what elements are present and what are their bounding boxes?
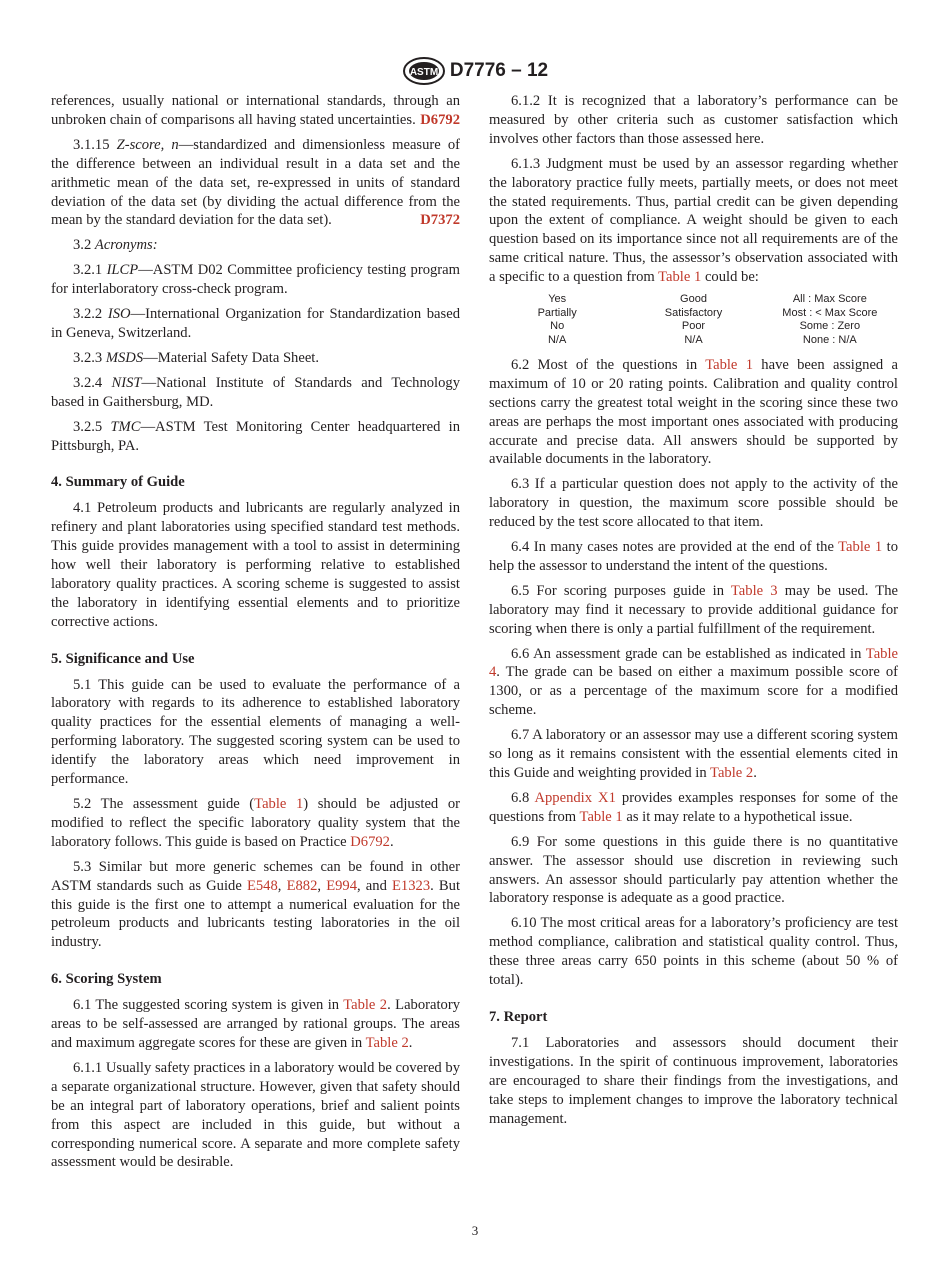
paragraph-5-3: 5.3 Similar but more generic schemes can be found in other ASTM standards such as Guide E548, E882, E994, and E1323. But this guide is the first one to attempt a numerical evaluation for the petroleum products and lubricants testing laboratories in the oil industry. xyxy=(51,858,461,951)
link-appendix-x1[interactable]: Appendix X1 xyxy=(534,789,616,806)
scoring-table-row xyxy=(489,334,898,348)
paragraph-6-10: 6.10 The most critical areas for a laboratory’s proficiency are test method compliance, calibration and statistical quality control. Thus, these three areas carry 650 points in this scheme (about 50 % of total). xyxy=(489,915,898,989)
link-table-2-b[interactable]: Table 2 xyxy=(365,1034,409,1051)
paragraph-6-8: 6.8 Appendix X1 provides examples responses for some of the questions from Table 1 as it may relate to a hypothetical issue. xyxy=(489,789,898,825)
link-table-1-e[interactable]: Table 1 xyxy=(579,808,623,825)
scoring-table-cell: No xyxy=(550,320,565,333)
paragraph-6-5: 6.5 For scoring purposes guide in Table 3 may be used. The laboratory may find it necessary to provide additional guidance for scoring when there is only a partial fulfillment of the requirement. xyxy=(489,582,898,637)
section-heading-7: 7. Report xyxy=(489,1008,548,1025)
link-table-1-c[interactable]: Table 1 xyxy=(705,356,753,373)
section-heading-6: 6. Scoring System xyxy=(51,971,162,988)
paragraph-6-7: 6.7 A laboratory or an assessor may use a different scoring system so long as it remains consistent with the essential elements cited in this Guide and weighting provided in Table 2. xyxy=(489,727,898,781)
paragraph-3-2-2: 3.2.2 ISO—International Organization for Standardization based in Geneva, Switzerland. xyxy=(51,306,460,341)
link-table-1[interactable]: Table 1 xyxy=(254,796,304,812)
paragraph-6-3: 6.3 If a particular question does not apply to the activity of the laboratory in question, the maximum score possible should be reduced by the test score allocated to that item. xyxy=(489,476,898,531)
link-table-4[interactable]: Table 4 xyxy=(489,645,898,681)
paragraph-5-2: 5.2 The assessment guide (Table 1) should be adjusted or modified to reflect the specific laboratory quality system that the laboratory follows. This guide is based on Practice D6792. xyxy=(51,796,460,850)
paragraph-3-1-14-cont: references, usually national or international standards, through an unbroken chain of comparisons all having stated uncertainties. D6792 xyxy=(51,93,460,128)
paragraph-6-1-2: 6.1.2 It is recognized that a laboratory’s performance can be measured by other criteria such as customer satisfaction which involves other factors than those assessed here. xyxy=(489,93,898,147)
right-column xyxy=(489,92,898,1134)
link-d6792[interactable]: D6792 xyxy=(350,833,390,850)
scoring-table-cell: None : N/A xyxy=(802,334,857,347)
scoring-table-cell: Poor xyxy=(681,320,706,333)
astm-logo-icon xyxy=(402,56,446,86)
paragraph-3-2-3: 3.2.3 MSDS—Material Safety Data Sheet. xyxy=(73,349,320,366)
scoring-table xyxy=(489,293,898,348)
scoring-table-cell: N/A xyxy=(547,334,567,347)
paragraph-6-1-3: 6.1.3 Judgment must be used by an assessor regarding whether the laboratory practice fully meets, partially meets, or does not meet the stated requirements. Thus, partial credit can be given depending upon the extent of compliance. A weight should be given to each question based on its importance since not all requirements are of the same critical nature. Thus, the assessor’s observation associated with a specific to a question from Table 1 could be: xyxy=(489,155,898,286)
scoring-table-cell: Good xyxy=(680,293,707,306)
scoring-table-cell: All : Max Score xyxy=(792,293,867,306)
link-e994[interactable]: E994 xyxy=(326,877,357,894)
page-header xyxy=(0,56,950,86)
paragraph-6-2: 6.2 Most of the questions in Table 1 have been assigned a maximum of 10 or 20 rating points. Calibration and quality control sections carry the greatest total weight in the scoring since these two areas are perhaps the most important ones associated with producing accurate and precise data. All answers should be supported by available documents in the laboratory. xyxy=(489,356,898,468)
scoring-table-cell: N/A xyxy=(684,334,703,347)
svg-text:ASTM: ASTM xyxy=(409,67,439,78)
paragraph-6-9: 6.9 For some questions in this guide there is no quantitative answer. The assessor should use discretion in reviewing such answers. An assessor should particularly pay attention whether the laboratory response is adequate as a good practice. xyxy=(489,833,898,907)
paragraph-3-2: 3.2 Acronyms: xyxy=(73,237,158,254)
scoring-table-cell: Some : Zero xyxy=(799,320,861,333)
scoring-table-cell: Partially xyxy=(537,306,577,319)
link-table-1-b[interactable]: Table 1 xyxy=(658,269,702,286)
paragraph-6-4: 6.4 In many cases notes are provided at the end of the Table 1 to help the assessor to understand the intent of the questions. xyxy=(489,539,898,574)
paragraph-5-1: 5.1 This guide can be used to evaluate the performance of a laboratory with regards to its adherence to established laboratory quality practices for the essential elements of managing a well-performing laboratory. The suggested scoring system can be used to identify the laboratory areas which need improvement in performance. xyxy=(51,676,460,788)
paragraph-4-1: 4.1 Petroleum products and lubricants are regularly analyzed in refinery and plant laboratories using specified standard test methods. This guide provides management with a tool to assist in determining how well their laboratory is performing relative to established laboratory quality practices. A scoring scheme is suggested to assist the laboratory in identifying essential elements and to prioritize corrective actions. xyxy=(51,500,460,630)
paragraph-3-2-1: 3.2.1 ILCP—ASTM D02 Committee proficiency testing program for interlaboratory cross-check program. xyxy=(51,262,460,298)
scoring-table-cell: Most : < Max Score xyxy=(782,306,878,319)
link-table-2[interactable]: Table 2 xyxy=(343,997,388,1014)
paragraph-3-2-5: 3.2.5 TMC—ASTM Test Monitoring Center headquartered in Pittsburgh, PA. xyxy=(51,418,461,454)
page-number: 3 xyxy=(471,1223,479,1238)
reference-d6792[interactable]: D6792 xyxy=(420,111,460,128)
link-e548[interactable]: E548 xyxy=(246,877,278,894)
paragraph-3-1-15: 3.1.15 Z-score, n—standardized and dimensionless measure of the difference between an individual result in a data set and the arithmetic mean of the data set, re-expressed in units of standard deviation of the data set (by dividing the actual difference from the mean by the standard deviation for the data set). D7372 xyxy=(51,136,461,229)
reference-d7372[interactable]: D7372 xyxy=(420,212,460,229)
paragraph-6-1-1: 6.1.1 Usually safety practices in a laboratory would be covered by a separate organizational structure. However, given that safety should be an integral part of laboratory operations, brief and salient points from this aspect are included in this guide, but without a corresponding numerical score. A separate and more complete safety assessment would be desirable. xyxy=(51,1059,460,1171)
paragraph-7-1: 7.1 Laboratories and assessors should document their investigations. In the spirit of continuous improvement, laboratories are encouraged to share their findings from the investigations, and take steps to implement changes to improve the laboratory technical management. xyxy=(489,1034,898,1127)
scoring-table-row xyxy=(489,320,898,334)
scoring-table-row xyxy=(489,307,898,321)
link-e882[interactable]: E882 xyxy=(286,877,318,894)
paragraph-6-1: 6.1 The suggested scoring system is given in Table 2. Laboratory areas to be self-assessed are arranged by rational groups. The areas and maximum aggregate scores for these are given in Table 2. xyxy=(51,997,460,1051)
link-table-2-c[interactable]: Table 2 xyxy=(710,765,754,781)
paragraph-6-6: 6.6 An assessment grade can be established as indicated in Table 4. The grade can be based on either a maximum possible score of 1300, or as a percentage of the maximum score for a modified scheme. xyxy=(489,645,898,719)
paragraph-3-2-4: 3.2.4 NIST—National Institute of Standards and Technology based in Gaithersburg, MD. xyxy=(51,374,460,410)
scoring-table-cell: Yes xyxy=(548,293,567,306)
link-e1323[interactable]: E1323 xyxy=(392,877,431,894)
left-column xyxy=(51,92,460,1178)
section-heading-4: 4. Summary of Guide xyxy=(51,474,185,491)
scoring-table-row xyxy=(489,293,898,307)
section-heading-5: 5. Significance and Use xyxy=(51,650,195,667)
scoring-table-cell: Satisfactory xyxy=(664,306,723,319)
link-table-3[interactable]: Table 3 xyxy=(730,582,778,599)
link-table-1-d[interactable]: Table 1 xyxy=(838,539,883,556)
standard-designation: D7776 – 12 xyxy=(449,60,549,81)
